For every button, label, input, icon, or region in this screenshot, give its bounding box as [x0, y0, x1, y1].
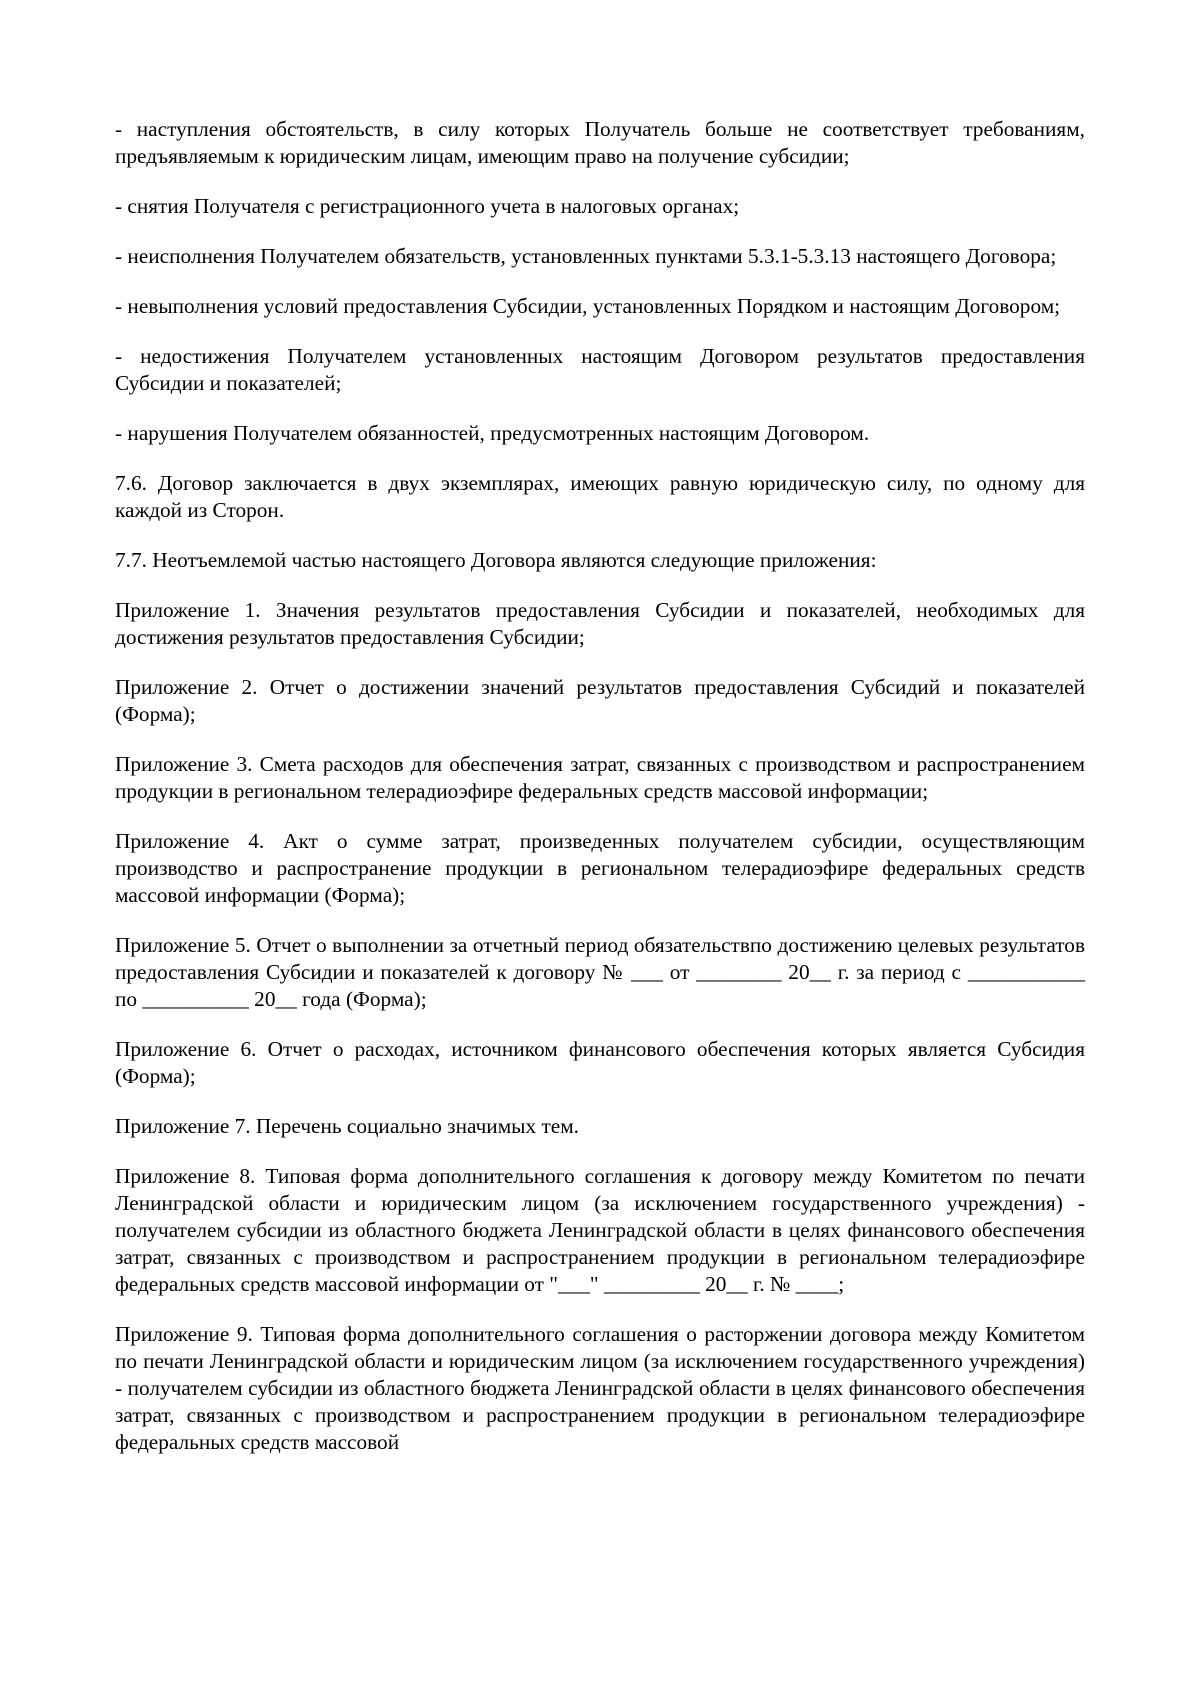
paragraph-termination-deregistration: - снятия Получателя с регистрационного учета в налоговых органах; [115, 194, 740, 218]
paragraph-termination-noncompliance: - наступления обстоятельств, в силу которых Получатель больше не соответствует требованиям, предъявляемым к юридическим лицам, имеющим право на получение субсидии; [115, 117, 1085, 168]
paragraph-termination-conditions: - невыполнения условий предоставления Субсидии, установленных Порядком и настоящим Договором; [115, 294, 1061, 318]
paragraph-appendix-2: Приложение 2. Отчет о достижении значений результатов предоставления Субсидий и показателей (Форма); [115, 675, 1085, 726]
paragraph-appendix-9: Приложение 9. Типовая форма дополнительного соглашения о расторжении договора между Комитетом по печати Ленинградской области и юридическим лицом (за исключением государственного учреждения) - получателем субсидии из областного бюджета Ленинградской области в целях финансового обеспечения затрат, связанных с производством и распространением продукции в региональном телерадиоэфире федеральных средств массовой [115, 1322, 1085, 1454]
paragraph-termination-results: - недостижения Получателем установленных настоящим Договором результатов предоставления Субсидии и показателей; [115, 344, 1085, 395]
paragraph-termination-nonfulfillment: - неисполнения Получателем обязательств, установленных пунктами 5.3.1-5.3.13 настоящего Договора; [115, 244, 1057, 268]
paragraph-clause-7-6: 7.6. Договор заключается в двух экземплярах, имеющих равную юридическую силу, по одному для каждой из Сторон. [115, 471, 1085, 522]
paragraph-appendix-7: Приложение 7. Перечень социально значимых тем. [115, 1114, 580, 1138]
document-body [115, 116, 1085, 1479]
paragraph-termination-violation: - нарушения Получателем обязанностей, предусмотренных настоящим Договором. [115, 421, 870, 445]
paragraph-appendix-4: Приложение 4. Акт о сумме затрат, произведенных получателем субсидии, осуществляющим производство и распространение продукции в региональном телерадиоэфире федеральных средств массовой информации (Форма); [115, 829, 1085, 907]
paragraph-appendix-5: Приложение 5. Отчет о выполнении за отчетный период обязательствпо достижению целевых результатов предоставления Субсидии и показателей к договору № ___ от ________ 20__ г. за период с ___________ по __________ 20__ года (Форма); [115, 933, 1085, 1011]
paragraph-clause-7-7: 7.7. Неотъемлемой частью настоящего Договора являются следующие приложения: [115, 548, 877, 572]
paragraph-appendix-1: Приложение 1. Значения результатов предоставления Субсидии и показателей, необходимых для достижения результатов предоставления Субсидии; [115, 598, 1085, 649]
paragraph-appendix-8: Приложение 8. Типовая форма дополнительного соглашения к договору между Комитетом по печати Ленинградской области и юридическим лицом (за исключением государственного учреждения) - получателем субсидии из областного бюджета Ленинградской области в целях финансового обеспечения затрат, связанных с производством и распространением продукции в региональном телерадиоэфире федеральных средств массовой информации от "___" _________ 20__ г. № ____; [115, 1164, 1085, 1296]
paragraph-appendix-3: Приложение 3. Смета расходов для обеспечения затрат, связанных с производством и распространением продукции в региональном телерадиоэфире федеральных средств массовой информации; [115, 752, 1085, 803]
paragraph-appendix-6: Приложение 6. Отчет о расходах, источником финансового обеспечения которых является Субсидия (Форма); [115, 1037, 1085, 1088]
